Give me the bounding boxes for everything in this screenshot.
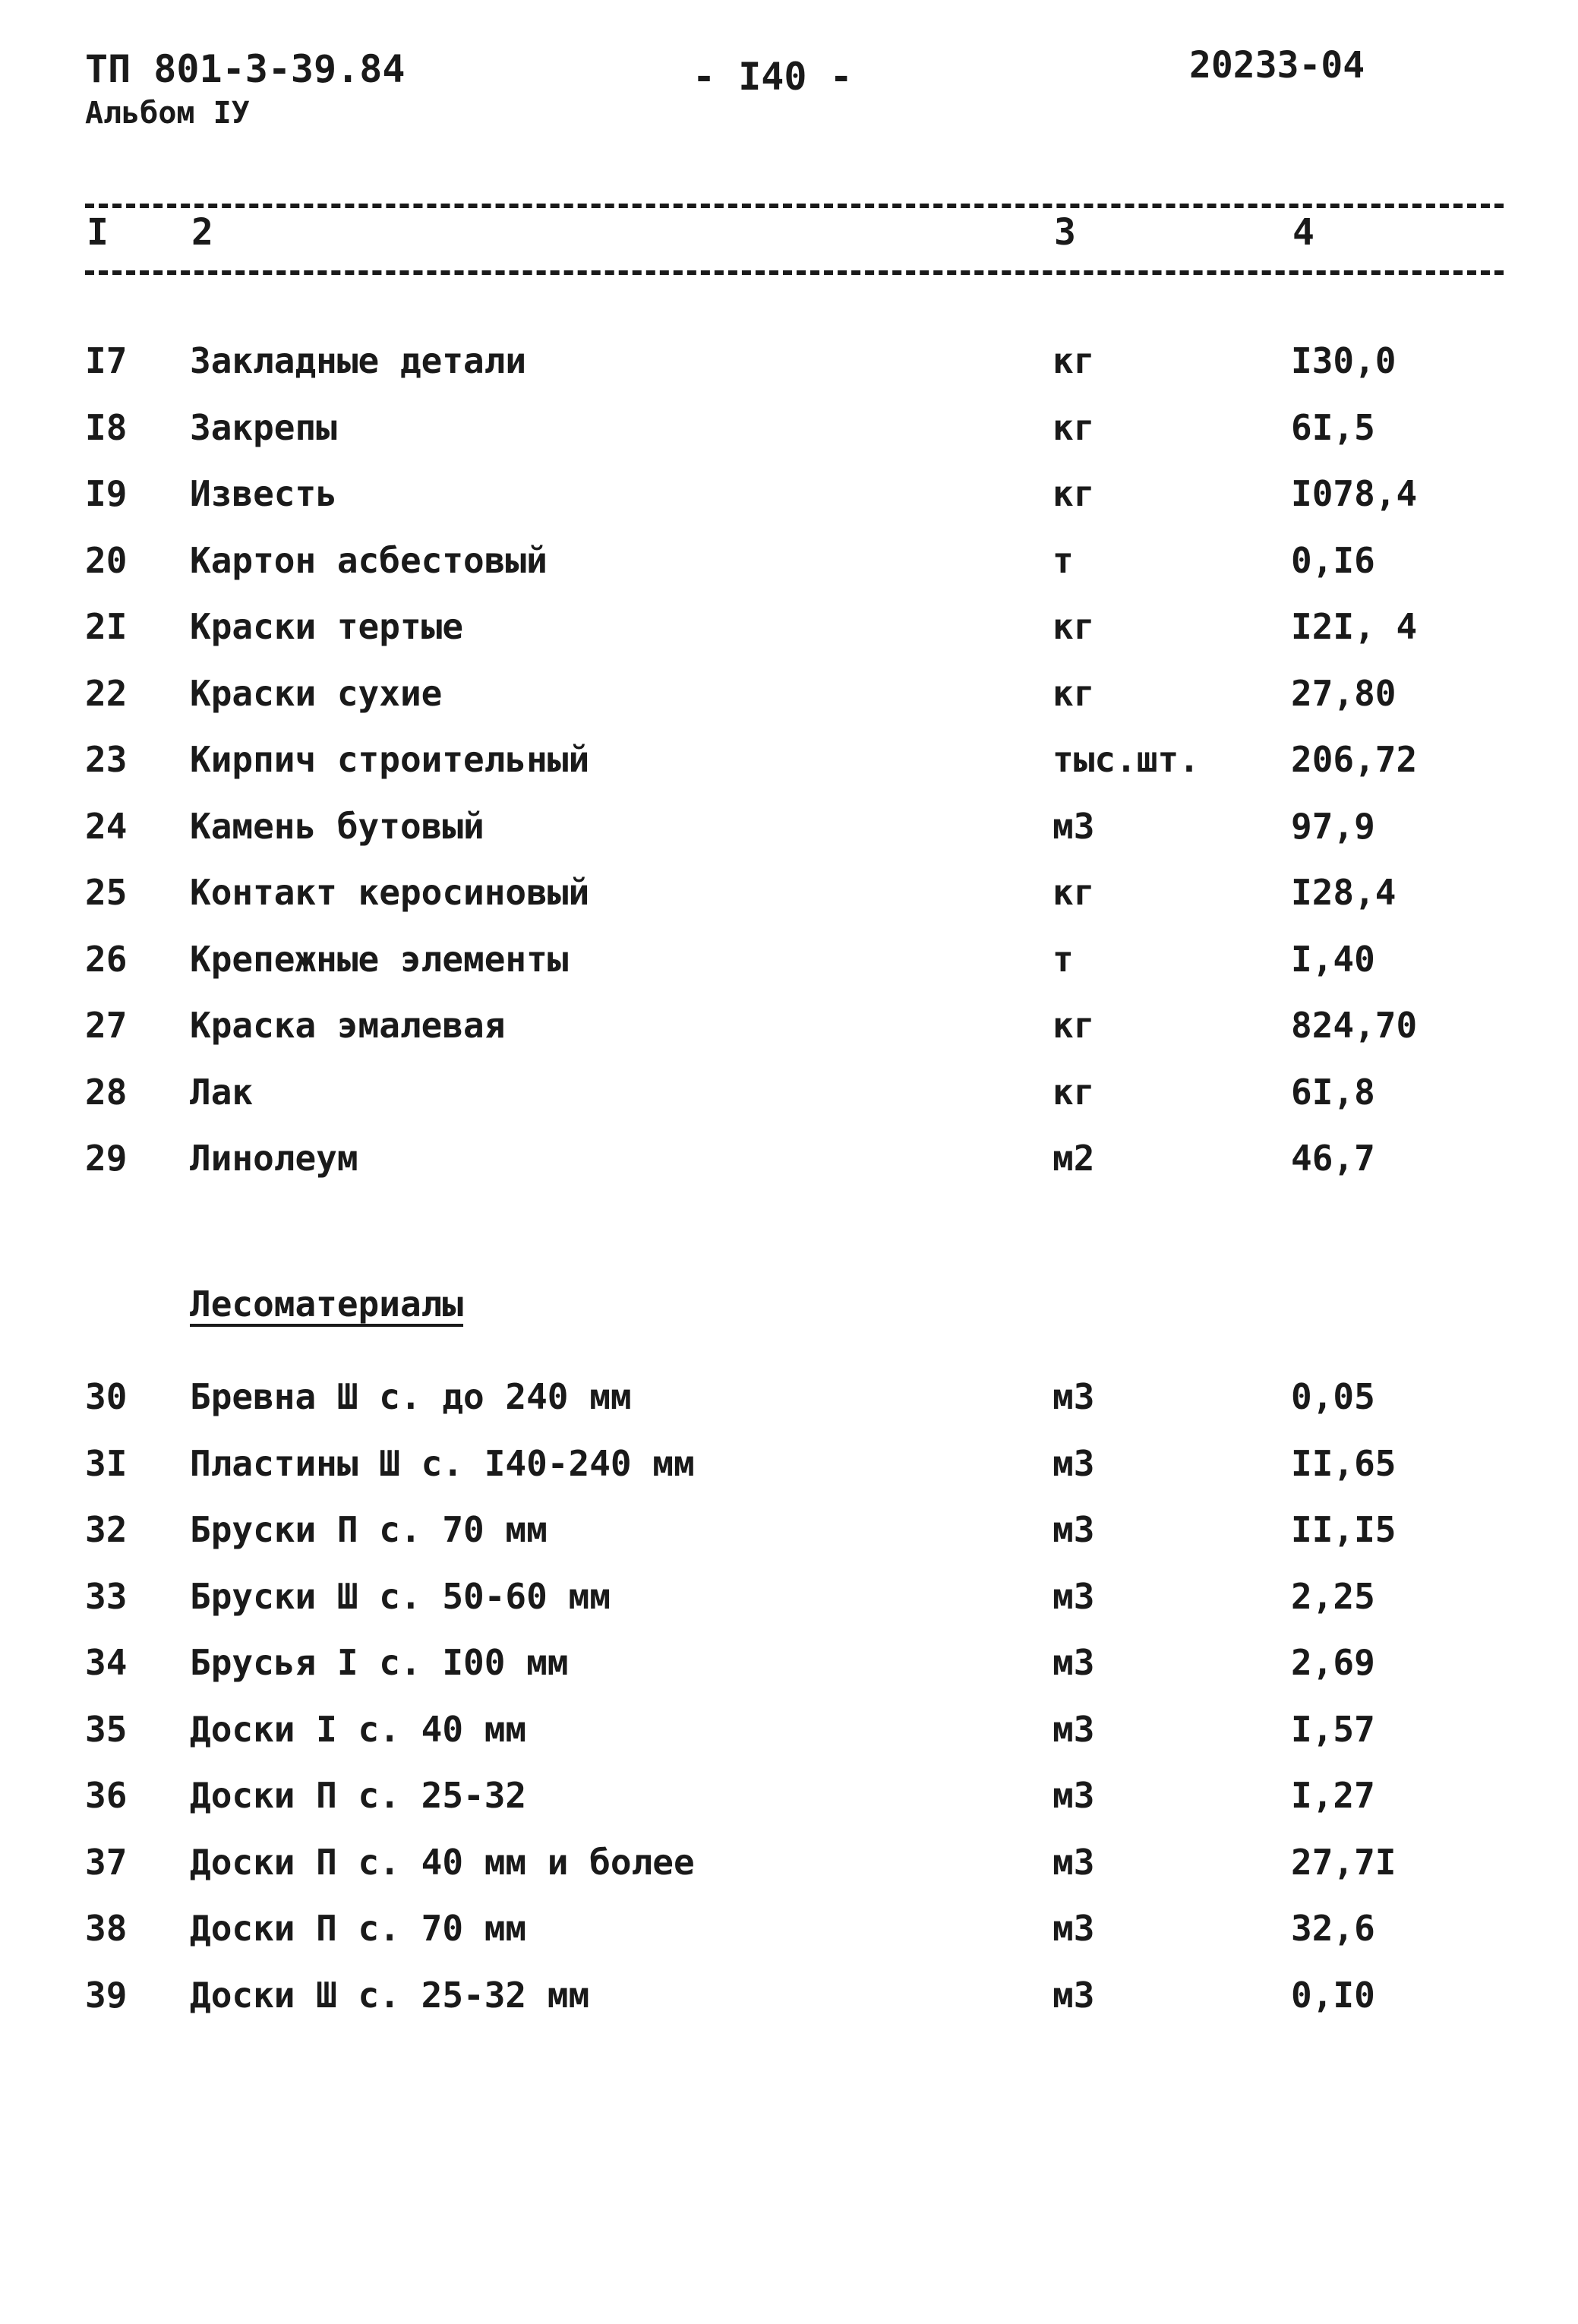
- material-name: Закладные детали: [190, 340, 527, 381]
- unit-of-measure: м3: [1053, 1442, 1095, 1484]
- table-row: [0, 1443, 1578, 1504]
- material-name: Доски П с. 70 мм: [190, 1908, 527, 1949]
- column-header-2: 2: [191, 211, 213, 254]
- quantity: 2,69: [1291, 1642, 1375, 1683]
- quantity: I,27: [1291, 1775, 1375, 1816]
- row-number: 20: [85, 539, 128, 581]
- unit-of-measure: кг: [1053, 473, 1095, 514]
- quantity: II,65: [1291, 1442, 1397, 1484]
- row-number: 36: [85, 1775, 128, 1816]
- unit-of-measure: м3: [1053, 1708, 1095, 1750]
- quantity: I078,4: [1291, 473, 1418, 514]
- table-row: [0, 739, 1578, 800]
- quantity: 206,72: [1291, 739, 1418, 780]
- quantity: 27,7I: [1291, 1841, 1397, 1883]
- unit-of-measure: м3: [1053, 1509, 1095, 1550]
- table-row: [0, 606, 1578, 667]
- row-number: 39: [85, 1974, 128, 2016]
- table-header-top-rule: [85, 204, 1504, 208]
- quantity: 0,I6: [1291, 539, 1375, 581]
- table-row: [0, 1509, 1578, 1570]
- page-number: - I40 -: [693, 55, 853, 99]
- quantity: 27,80: [1291, 672, 1397, 714]
- material-name: Бруски П с. 70 мм: [190, 1509, 548, 1550]
- material-name: Известь: [190, 473, 337, 514]
- material-name: Краски сухие: [190, 672, 443, 714]
- material-name: Краска эмалевая: [190, 1005, 506, 1046]
- table-row: [0, 1642, 1578, 1703]
- row-number: I9: [85, 473, 128, 514]
- table-row: [0, 407, 1578, 468]
- unit-of-measure: м3: [1053, 1775, 1095, 1816]
- quantity: 97,9: [1291, 805, 1375, 847]
- document-code: ТП 801-3-39.84: [85, 47, 406, 91]
- table-row: [0, 872, 1578, 933]
- unit-of-measure: т: [1053, 539, 1074, 581]
- quantity: 32,6: [1291, 1908, 1375, 1949]
- table-row: [0, 673, 1578, 734]
- row-number: 2I: [85, 606, 128, 647]
- table-row: [0, 806, 1578, 867]
- row-number: 28: [85, 1071, 128, 1113]
- quantity: II,I5: [1291, 1509, 1397, 1550]
- row-number: 26: [85, 938, 128, 980]
- row-number: 25: [85, 872, 128, 913]
- row-number: 3I: [85, 1442, 128, 1484]
- unit-of-measure: тыс.шт.: [1053, 739, 1200, 780]
- row-number: 29: [85, 1138, 128, 1179]
- quantity: 0,05: [1291, 1376, 1375, 1417]
- row-number: 30: [85, 1376, 128, 1417]
- material-name: Картон асбестовый: [190, 539, 548, 581]
- material-name: Доски П с. 25-32: [190, 1775, 527, 1816]
- material-name: Бревна Ш с. до 240 мм: [190, 1376, 632, 1417]
- table-row: [0, 1842, 1578, 1902]
- unit-of-measure: кг: [1053, 606, 1095, 647]
- table-row: [0, 1072, 1578, 1132]
- unit-of-measure: м3: [1053, 1376, 1095, 1417]
- table-header-bottom-rule: [85, 270, 1504, 275]
- table-row: [0, 1576, 1578, 1637]
- row-number: 38: [85, 1908, 128, 1949]
- album-label: Альбом IУ: [85, 96, 250, 131]
- row-number: I8: [85, 406, 128, 448]
- quantity: 6I,8: [1291, 1071, 1375, 1113]
- row-number: 27: [85, 1005, 128, 1046]
- row-number: 22: [85, 672, 128, 714]
- table-row: [0, 1775, 1578, 1836]
- unit-of-measure: кг: [1053, 872, 1095, 913]
- material-name: Лак: [190, 1071, 254, 1113]
- unit-of-measure: м3: [1053, 1841, 1095, 1883]
- quantity: 824,70: [1291, 1005, 1418, 1046]
- unit-of-measure: т: [1053, 938, 1074, 980]
- table-row: [0, 340, 1578, 401]
- unit-of-measure: м2: [1053, 1138, 1095, 1179]
- unit-of-measure: кг: [1053, 1005, 1095, 1046]
- table-row: [0, 1005, 1578, 1066]
- unit-of-measure: кг: [1053, 672, 1095, 714]
- quantity: I30,0: [1291, 340, 1397, 381]
- table-row: [0, 1975, 1578, 2035]
- archive-code: 20233-04: [1189, 44, 1365, 87]
- quantity: 2,25: [1291, 1575, 1375, 1617]
- material-name: Бруски Ш с. 50-60 мм: [190, 1575, 611, 1617]
- column-header-1: I: [87, 211, 109, 254]
- material-name: Доски П с. 40 мм и более: [190, 1841, 695, 1883]
- table-row: [0, 1138, 1578, 1198]
- column-header-4: 4: [1292, 211, 1314, 254]
- material-name: Контакт керосиновый: [190, 872, 590, 913]
- row-number: I7: [85, 340, 128, 381]
- material-name: Доски Ш с. 25-32 мм: [190, 1974, 590, 2016]
- material-name: Брусья I с. I00 мм: [190, 1642, 569, 1683]
- row-number: 35: [85, 1708, 128, 1750]
- material-name: Линолеум: [190, 1138, 358, 1179]
- table-row: [0, 1376, 1578, 1437]
- quantity: I,40: [1291, 938, 1375, 980]
- table-row: [0, 540, 1578, 601]
- section-title: Лесоматериалы: [190, 1284, 464, 1325]
- row-number: 24: [85, 805, 128, 847]
- row-number: 23: [85, 739, 128, 780]
- table-row: [0, 1908, 1578, 1969]
- quantity: I28,4: [1291, 872, 1397, 913]
- unit-of-measure: кг: [1053, 340, 1095, 381]
- table-row: [0, 939, 1578, 999]
- unit-of-measure: м3: [1053, 805, 1095, 847]
- unit-of-measure: м3: [1053, 1642, 1095, 1683]
- unit-of-measure: кг: [1053, 406, 1095, 448]
- unit-of-measure: м3: [1053, 1974, 1095, 2016]
- row-number: 34: [85, 1642, 128, 1683]
- table-row: [0, 1709, 1578, 1770]
- quantity: I,57: [1291, 1708, 1375, 1750]
- quantity: 6I,5: [1291, 406, 1375, 448]
- material-name: Закрепы: [190, 406, 337, 448]
- unit-of-measure: м3: [1053, 1908, 1095, 1949]
- material-name: Доски I с. 40 мм: [190, 1708, 527, 1750]
- row-number: 33: [85, 1575, 128, 1617]
- material-name: Камень бутовый: [190, 805, 484, 847]
- material-name: Крепежные элементы: [190, 938, 569, 980]
- column-header-3: 3: [1054, 211, 1076, 254]
- quantity: I2I, 4: [1291, 606, 1418, 647]
- material-name: Кирпич строительный: [190, 739, 590, 780]
- quantity: 0,I0: [1291, 1974, 1375, 2016]
- quantity: 46,7: [1291, 1138, 1375, 1179]
- unit-of-measure: кг: [1053, 1071, 1095, 1113]
- table-row: [0, 473, 1578, 534]
- row-number: 37: [85, 1841, 128, 1883]
- row-number: 32: [85, 1509, 128, 1550]
- material-name: Пластины Ш с. I40-240 мм: [190, 1442, 695, 1484]
- unit-of-measure: м3: [1053, 1575, 1095, 1617]
- material-name: Краски тертые: [190, 606, 464, 647]
